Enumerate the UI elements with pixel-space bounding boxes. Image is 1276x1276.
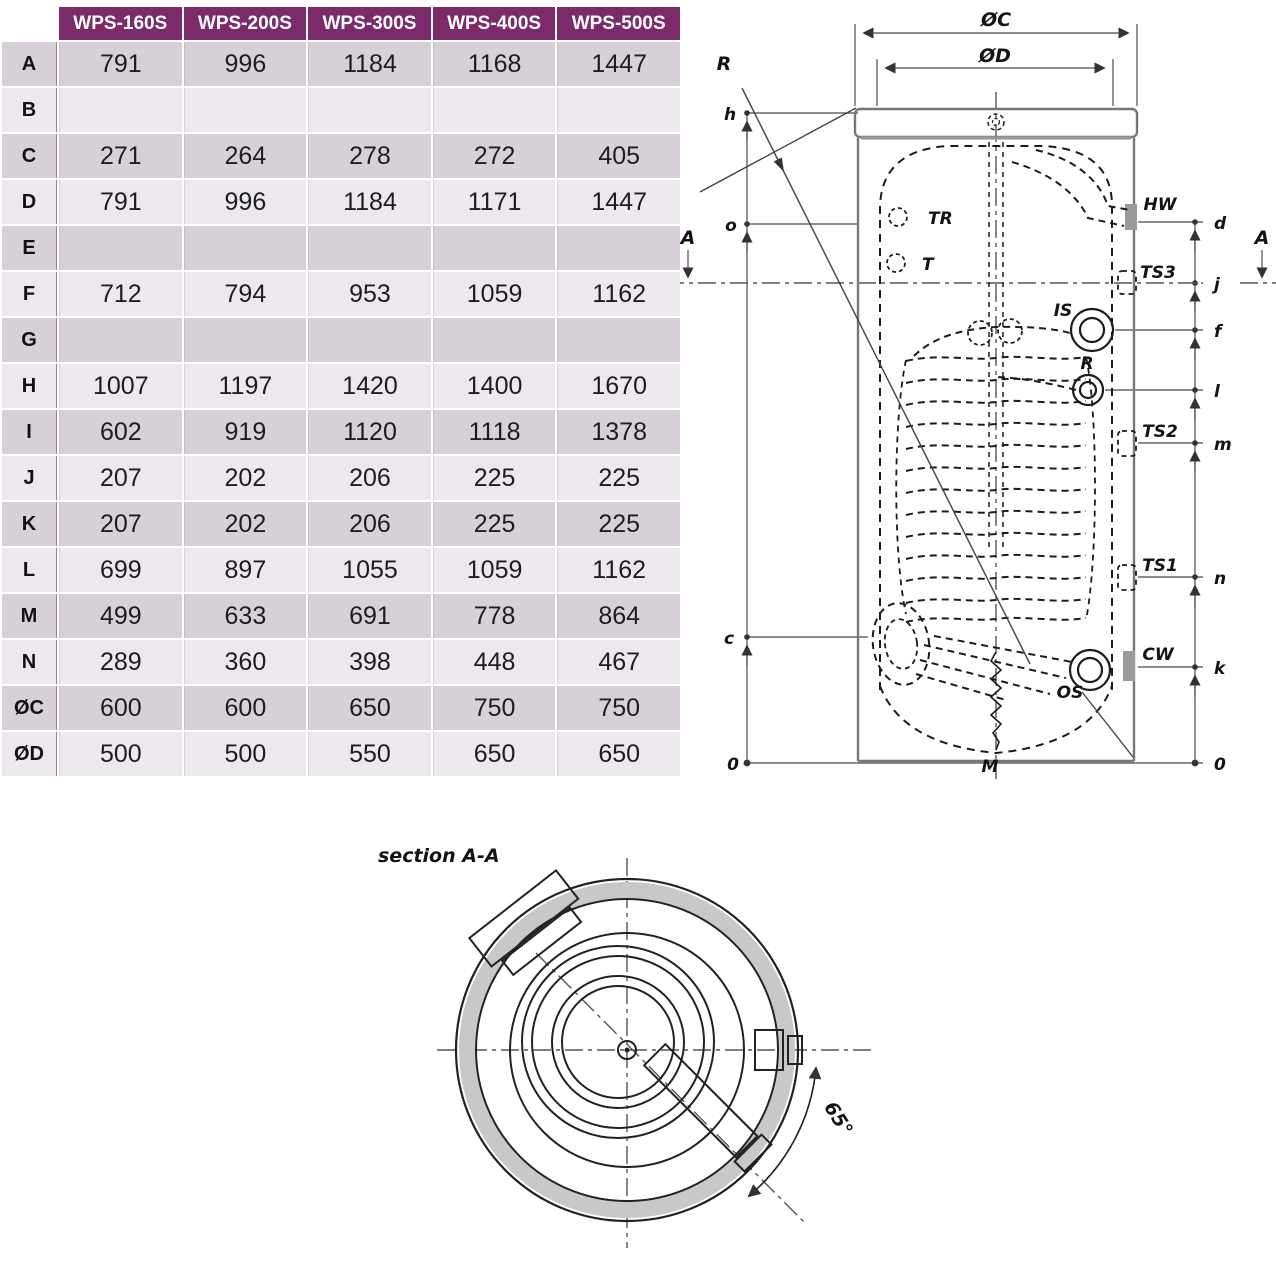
table-row xyxy=(2,134,680,178)
table-row xyxy=(2,594,680,638)
label-ts2: TS2 xyxy=(1142,422,1178,442)
dimension-cell: 1670 xyxy=(557,364,680,408)
dimension-cell: 691 xyxy=(308,594,431,638)
dimensions-table xyxy=(0,5,682,778)
corner-cell xyxy=(2,7,57,40)
dimension-cell: 225 xyxy=(433,502,556,546)
dimension-cell: 996 xyxy=(184,180,307,224)
label-o: o xyxy=(725,216,737,236)
coil-return-pipes xyxy=(916,636,1072,700)
row-label: ØD xyxy=(2,732,57,776)
column-header: WPS-300S xyxy=(308,7,431,40)
dimension-cell: 207 xyxy=(59,502,182,546)
label-r-mid: R xyxy=(1080,354,1094,374)
dimension-cell: 202 xyxy=(184,456,307,500)
is-flange xyxy=(1071,309,1113,351)
dimension-cell: 1184 xyxy=(308,180,431,224)
dimension-cell: 206 xyxy=(308,502,431,546)
row-label: D xyxy=(2,180,57,224)
dimension-cell: 1420 xyxy=(308,364,431,408)
row-label: N xyxy=(2,640,57,684)
table-row xyxy=(2,88,680,132)
label-dia-c: ØC xyxy=(980,9,1012,31)
row-label: F xyxy=(2,272,57,316)
dimension-cell: 919 xyxy=(184,410,307,454)
row-label: K xyxy=(2,502,57,546)
dimension-cell xyxy=(59,318,182,362)
row-label: I xyxy=(2,410,57,454)
dimension-cell: 278 xyxy=(308,134,431,178)
column-header: WPS-500S xyxy=(557,7,680,40)
dimension-cell: 225 xyxy=(557,456,680,500)
dimension-cell: 699 xyxy=(59,548,182,592)
dimension-cell: 1184 xyxy=(308,42,431,86)
dimension-cell: 264 xyxy=(184,134,307,178)
label-n: n xyxy=(1214,569,1227,589)
dimension-cell: 794 xyxy=(184,272,307,316)
dimension-cell: 1378 xyxy=(557,410,680,454)
dimension-cell xyxy=(308,318,431,362)
dimension-cell: 1055 xyxy=(308,548,431,592)
table-row xyxy=(2,226,680,270)
label-hw: HW xyxy=(1143,195,1177,215)
label-ts3: TS3 xyxy=(1140,263,1176,283)
dimension-cell: 1168 xyxy=(433,42,556,86)
row-label: J xyxy=(2,456,57,500)
row-label: L xyxy=(2,548,57,592)
dimension-cell xyxy=(59,88,182,132)
label-m-bottom: M xyxy=(981,757,999,777)
dimension-cell: 550 xyxy=(308,732,431,776)
label-tr: TR xyxy=(928,209,953,229)
column-header: WPS-160S xyxy=(59,7,182,40)
dimension-cell xyxy=(433,226,556,270)
row-label: A xyxy=(2,42,57,86)
dimension-cell: 1171 xyxy=(433,180,556,224)
t-sensor-icon xyxy=(887,254,905,272)
dimension-cell: 206 xyxy=(308,456,431,500)
os-leader-line xyxy=(1082,692,1133,757)
dimension-cell xyxy=(184,88,307,132)
dimension-cell: 791 xyxy=(59,180,182,224)
label-is: IS xyxy=(1053,301,1073,321)
label-m: m xyxy=(1214,435,1232,455)
row-label: M xyxy=(2,594,57,638)
dimension-cell: 1447 xyxy=(557,42,680,86)
label-j: j xyxy=(1214,275,1220,295)
label-section-a-left: A xyxy=(680,227,696,249)
dimension-cell: 360 xyxy=(184,640,307,684)
label-f: f xyxy=(1214,322,1222,342)
label-zero-right: 0 xyxy=(1214,755,1226,775)
table-row xyxy=(2,180,680,224)
label-r-top: R xyxy=(716,53,732,75)
front-view-labels xyxy=(679,9,1270,777)
row-label: C xyxy=(2,134,57,178)
row-label: E xyxy=(2,226,57,270)
dimension-cell: 500 xyxy=(59,732,182,776)
label-cw: CW xyxy=(1142,645,1174,665)
dimension-cell: 996 xyxy=(184,42,307,86)
dimension-cell: 897 xyxy=(184,548,307,592)
dimension-cell: 1400 xyxy=(433,364,556,408)
dimension-cell: 500 xyxy=(184,732,307,776)
table-row xyxy=(2,502,680,546)
section-title: section A-A xyxy=(378,845,500,867)
section-a-a-view xyxy=(378,845,872,1248)
table-row xyxy=(2,42,680,86)
dimension-cell: 271 xyxy=(59,134,182,178)
dimension-cell xyxy=(557,226,680,270)
table-row xyxy=(2,732,680,776)
label-h: h xyxy=(723,105,737,125)
label-t: T xyxy=(922,255,934,275)
dimension-cell: 650 xyxy=(557,732,680,776)
dimension-cell: 1059 xyxy=(433,548,556,592)
dimension-cell: 864 xyxy=(557,594,680,638)
row-label: H xyxy=(2,364,57,408)
dimension-cell: 600 xyxy=(184,686,307,730)
dimension-cell: 750 xyxy=(557,686,680,730)
dimension-cell: 1007 xyxy=(59,364,182,408)
label-dia-d: ØD xyxy=(979,45,1011,67)
dimension-cell: 600 xyxy=(59,686,182,730)
dimension-cell: 1197 xyxy=(184,364,307,408)
dimension-cell: 202 xyxy=(184,502,307,546)
table-row xyxy=(2,456,680,500)
table-row xyxy=(2,686,680,730)
dimension-cell: 1447 xyxy=(557,180,680,224)
dimension-cell: 650 xyxy=(433,732,556,776)
label-d: d xyxy=(1214,214,1227,234)
dimension-cell: 225 xyxy=(557,502,680,546)
label-l: l xyxy=(1214,382,1220,402)
row-label: ØC xyxy=(2,686,57,730)
label-os: OS xyxy=(1056,683,1084,703)
column-header: WPS-200S xyxy=(184,7,307,40)
dimension-cell: 953 xyxy=(308,272,431,316)
dimension-cell xyxy=(433,318,556,362)
table-row xyxy=(2,410,680,454)
cleaning-flange xyxy=(868,600,935,689)
dimension-cell: 633 xyxy=(184,594,307,638)
dimension-cell xyxy=(557,318,680,362)
dimension-cell: 225 xyxy=(433,456,556,500)
angle-label: 65° xyxy=(819,1097,857,1140)
dimension-cell: 1162 xyxy=(557,548,680,592)
dimension-cell: 791 xyxy=(59,42,182,86)
dimension-cell xyxy=(308,226,431,270)
dimension-cell: 712 xyxy=(59,272,182,316)
dimensions-table-wrap xyxy=(0,5,682,778)
tr-sensor-icon xyxy=(889,208,907,226)
dimension-cell xyxy=(184,226,307,270)
label-ts1: TS1 xyxy=(1142,556,1178,576)
dimension-cell: 207 xyxy=(59,456,182,500)
label-k: k xyxy=(1214,659,1226,679)
dimension-cell xyxy=(184,318,307,362)
table-body xyxy=(2,42,680,776)
table-row xyxy=(2,318,680,362)
column-header: WPS-400S xyxy=(433,7,556,40)
row-label: B xyxy=(2,88,57,132)
r-leader-line xyxy=(742,88,1030,664)
table-row xyxy=(2,548,680,592)
dimension-cell: 1059 xyxy=(433,272,556,316)
dimension-cell xyxy=(433,88,556,132)
dimension-cell: 448 xyxy=(433,640,556,684)
dimension-cell: 405 xyxy=(557,134,680,178)
dimension-cell: 398 xyxy=(308,640,431,684)
label-section-a-right: A xyxy=(1254,227,1270,249)
dimension-cell: 1118 xyxy=(433,410,556,454)
table-row xyxy=(2,272,680,316)
dimension-cell: 1120 xyxy=(308,410,431,454)
dimension-cell xyxy=(308,88,431,132)
hw-pipe xyxy=(1036,150,1130,210)
row-label: G xyxy=(2,318,57,362)
dimension-cell: 467 xyxy=(557,640,680,684)
tank-internals xyxy=(700,88,1136,757)
cw-nozzle-stub xyxy=(1123,651,1135,681)
label-c: c xyxy=(723,629,735,649)
header-row xyxy=(2,7,680,40)
dimension-cell xyxy=(557,88,680,132)
dimension-cell: 289 xyxy=(59,640,182,684)
table-row xyxy=(2,364,680,408)
dimension-cell: 650 xyxy=(308,686,431,730)
dimension-cell: 750 xyxy=(433,686,556,730)
dimension-cell: 272 xyxy=(433,134,556,178)
dimension-cell: 499 xyxy=(59,594,182,638)
dimension-cell: 1162 xyxy=(557,272,680,316)
hw-nozzle-stub xyxy=(1125,204,1137,230)
dimension-cell: 778 xyxy=(433,594,556,638)
dimension-cell: 602 xyxy=(59,410,182,454)
table-row xyxy=(2,640,680,684)
tank-front-view xyxy=(666,9,1276,779)
dimension-cell xyxy=(59,226,182,270)
label-zero-left: 0 xyxy=(727,755,739,775)
